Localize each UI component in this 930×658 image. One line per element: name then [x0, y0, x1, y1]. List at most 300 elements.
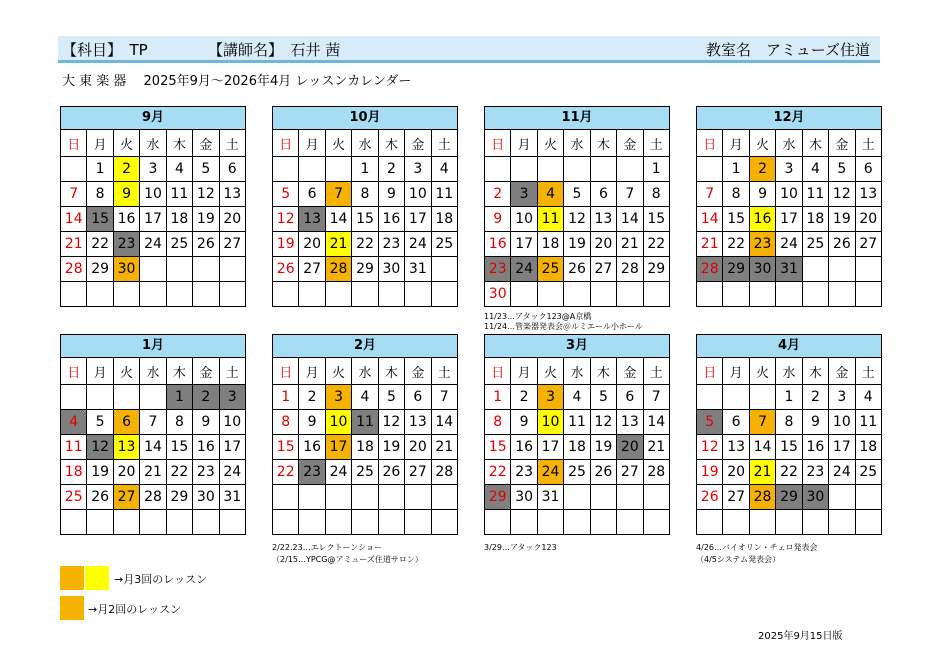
day-cell: 3 [325, 385, 351, 410]
weekday-header: 日 [485, 358, 511, 385]
day-cell: 15 [273, 435, 299, 460]
week-row [485, 435, 670, 460]
week-row [61, 410, 246, 435]
day-cell [140, 257, 166, 282]
weekday-header: 水 [564, 358, 590, 385]
day-cell [352, 282, 378, 307]
day-cell: 16 [511, 435, 537, 460]
legend-two-lessons: →月2回のレッスン [88, 603, 182, 616]
day-cell: 21 [140, 460, 166, 485]
weekday-header: 日 [273, 130, 299, 157]
day-cell: 7 [643, 385, 669, 410]
week-row [485, 460, 670, 485]
day-cell: 20 [113, 460, 139, 485]
weekday-header: 水 [564, 130, 590, 157]
note-apr-2: （4/5システム発表会） [696, 555, 781, 564]
day-cell: 3 [405, 157, 431, 182]
month-title: 10月 [272, 106, 458, 129]
day-cell: 9 [749, 182, 775, 207]
day-cell: 5 [697, 410, 723, 435]
day-cell [299, 510, 325, 535]
day-cell [537, 510, 563, 535]
note-feb-2: （2/15…YPCG@アミューズ住道サロン） [272, 555, 423, 564]
day-cell [273, 510, 299, 535]
day-cell [617, 510, 643, 535]
week-row [485, 385, 670, 410]
day-cell: 9 [113, 182, 139, 207]
day-cell [61, 282, 87, 307]
weekday-header: 金 [193, 358, 219, 385]
day-cell: 5 [590, 385, 616, 410]
day-cell: 28 [431, 460, 457, 485]
day-cell: 17 [219, 435, 245, 460]
day-cell [352, 510, 378, 535]
day-cell: 23 [299, 460, 325, 485]
day-cell: 14 [749, 435, 775, 460]
day-cell: 29 [643, 257, 669, 282]
weekday-header: 月 [511, 130, 537, 157]
month-grid [696, 129, 882, 307]
day-cell [829, 282, 855, 307]
day-cell [61, 385, 87, 410]
day-cell [697, 385, 723, 410]
day-cell: 4 [802, 157, 828, 182]
week-row [485, 282, 670, 307]
day-cell [511, 157, 537, 182]
weekday-header: 火 [537, 358, 563, 385]
week-row [485, 257, 670, 282]
day-cell: 15 [723, 207, 749, 232]
week-row [697, 435, 882, 460]
day-cell: 12 [697, 435, 723, 460]
week-row [485, 410, 670, 435]
month-calendar [272, 334, 458, 535]
day-cell: 28 [749, 485, 775, 510]
day-cell: 13 [723, 435, 749, 460]
month-title: 3月 [484, 334, 670, 357]
day-cell: 2 [113, 157, 139, 182]
day-cell: 10 [537, 410, 563, 435]
day-cell: 23 [193, 460, 219, 485]
week-row [273, 157, 458, 182]
day-cell [485, 510, 511, 535]
day-cell: 5 [378, 385, 404, 410]
week-row [61, 385, 246, 410]
day-cell: 19 [273, 232, 299, 257]
day-cell [697, 282, 723, 307]
day-cell: 11 [802, 182, 828, 207]
weekday-header: 水 [352, 130, 378, 157]
weekday-header: 土 [643, 130, 669, 157]
classroom-label: 教室名 アミューズ住道 [706, 41, 870, 59]
day-cell: 12 [193, 182, 219, 207]
day-cell [855, 485, 881, 510]
day-cell: 30 [193, 485, 219, 510]
day-cell: 15 [87, 207, 113, 232]
day-cell: 7 [431, 385, 457, 410]
weekday-header: 木 [590, 358, 616, 385]
day-cell: 30 [749, 257, 775, 282]
week-row [273, 485, 458, 510]
day-cell [193, 257, 219, 282]
week-row [485, 182, 670, 207]
day-cell: 24 [829, 460, 855, 485]
edition-date: 2025年9月15日版 [758, 631, 843, 642]
day-cell [617, 157, 643, 182]
day-cell [61, 510, 87, 535]
week-row [697, 510, 882, 535]
month-title: 1月 [60, 334, 246, 357]
day-cell: 4 [431, 157, 457, 182]
day-cell [723, 510, 749, 535]
note-apr-1: 4/26…バイオリン・チェロ発表会 [696, 543, 818, 552]
day-cell: 28 [643, 460, 669, 485]
month-grid [272, 357, 458, 535]
day-cell [855, 510, 881, 535]
day-cell: 17 [325, 435, 351, 460]
day-cell: 16 [378, 207, 404, 232]
week-row [273, 257, 458, 282]
day-cell [378, 510, 404, 535]
day-cell: 21 [697, 232, 723, 257]
month-calendar [272, 106, 458, 307]
day-cell [87, 385, 113, 410]
week-row [273, 282, 458, 307]
day-cell: 6 [405, 385, 431, 410]
day-cell: 30 [802, 485, 828, 510]
weekday-header: 金 [829, 130, 855, 157]
day-cell: 27 [113, 485, 139, 510]
day-cell: 25 [166, 232, 192, 257]
day-cell: 1 [723, 157, 749, 182]
day-cell [564, 485, 590, 510]
day-cell [537, 282, 563, 307]
week-row [273, 510, 458, 535]
day-cell: 10 [405, 182, 431, 207]
day-cell: 24 [219, 460, 245, 485]
day-cell: 7 [61, 182, 87, 207]
day-cell: 2 [299, 385, 325, 410]
weekday-header: 火 [749, 130, 775, 157]
day-cell: 1 [166, 385, 192, 410]
day-cell: 23 [113, 232, 139, 257]
day-cell: 17 [405, 207, 431, 232]
day-cell [325, 510, 351, 535]
weekday-header: 火 [325, 130, 351, 157]
day-cell: 15 [485, 435, 511, 460]
day-cell [829, 257, 855, 282]
day-cell: 29 [352, 257, 378, 282]
day-cell: 12 [829, 182, 855, 207]
day-cell [166, 510, 192, 535]
day-cell: 11 [352, 410, 378, 435]
week-row [485, 157, 670, 182]
day-cell: 4 [855, 385, 881, 410]
month-grid [60, 357, 246, 535]
day-cell: 5 [273, 182, 299, 207]
day-cell: 2 [378, 157, 404, 182]
week-row [273, 460, 458, 485]
week-row [61, 257, 246, 282]
day-cell: 4 [537, 182, 563, 207]
day-cell: 12 [87, 435, 113, 460]
month-grid [696, 357, 882, 535]
day-cell: 20 [855, 207, 881, 232]
day-cell: 6 [299, 182, 325, 207]
day-cell: 9 [299, 410, 325, 435]
day-cell: 3 [511, 182, 537, 207]
month-grid [484, 129, 670, 307]
day-cell: 26 [590, 460, 616, 485]
day-cell: 12 [378, 410, 404, 435]
day-cell: 1 [273, 385, 299, 410]
day-cell: 8 [166, 410, 192, 435]
day-cell: 19 [564, 232, 590, 257]
day-cell [776, 282, 802, 307]
header-bar [58, 36, 880, 63]
day-cell [273, 282, 299, 307]
week-row [61, 282, 246, 307]
day-cell: 9 [378, 182, 404, 207]
day-cell: 14 [697, 207, 723, 232]
weekday-header: 水 [352, 358, 378, 385]
day-cell [166, 257, 192, 282]
day-cell: 17 [140, 207, 166, 232]
month-calendar [484, 334, 670, 535]
day-cell: 31 [405, 257, 431, 282]
day-cell: 11 [431, 182, 457, 207]
day-cell: 23 [511, 460, 537, 485]
day-cell [749, 282, 775, 307]
month-title: 9月 [60, 106, 246, 129]
day-cell [299, 485, 325, 510]
weekday-header: 土 [431, 130, 457, 157]
day-cell [564, 157, 590, 182]
day-cell: 8 [643, 182, 669, 207]
day-cell [749, 510, 775, 535]
day-cell: 8 [776, 410, 802, 435]
day-cell: 3 [140, 157, 166, 182]
day-cell [378, 282, 404, 307]
day-cell [273, 157, 299, 182]
subject-label: 【科目】 TP [62, 41, 148, 59]
day-cell: 25 [537, 257, 563, 282]
day-cell [378, 485, 404, 510]
day-cell: 3 [219, 385, 245, 410]
weekday-header: 木 [802, 358, 828, 385]
month-calendar [696, 106, 882, 307]
week-row [697, 485, 882, 510]
day-cell [219, 510, 245, 535]
day-cell: 2 [511, 385, 537, 410]
day-cell: 13 [617, 410, 643, 435]
day-cell: 16 [193, 435, 219, 460]
week-row [61, 182, 246, 207]
day-cell [113, 510, 139, 535]
weekday-header: 月 [299, 358, 325, 385]
day-cell: 23 [749, 232, 775, 257]
day-cell [802, 257, 828, 282]
day-cell: 17 [537, 435, 563, 460]
day-cell: 22 [723, 232, 749, 257]
day-cell [61, 157, 87, 182]
day-cell: 22 [643, 232, 669, 257]
day-cell: 13 [299, 207, 325, 232]
day-cell: 12 [590, 410, 616, 435]
day-cell: 29 [485, 485, 511, 510]
week-row [485, 207, 670, 232]
month-grid [272, 129, 458, 307]
weekday-header: 土 [219, 130, 245, 157]
day-cell: 21 [61, 232, 87, 257]
day-cell: 31 [776, 257, 802, 282]
day-cell: 23 [485, 257, 511, 282]
day-cell: 12 [564, 207, 590, 232]
day-cell: 1 [485, 385, 511, 410]
day-cell [431, 257, 457, 282]
week-row [61, 207, 246, 232]
calendar-title: 大 東 楽 器 2025年9月～2026年4月 レッスンカレンダー [62, 74, 412, 89]
day-cell: 18 [431, 207, 457, 232]
day-cell: 10 [829, 410, 855, 435]
day-cell: 2 [485, 182, 511, 207]
weekday-header: 日 [273, 358, 299, 385]
weekday-header: 日 [61, 358, 87, 385]
day-cell: 8 [723, 182, 749, 207]
weekday-header: 土 [219, 358, 245, 385]
day-cell: 1 [87, 157, 113, 182]
legend-three-lessons: →月3回のレッスン [114, 573, 208, 586]
day-cell [87, 510, 113, 535]
day-cell [113, 282, 139, 307]
weekday-header: 火 [113, 358, 139, 385]
day-cell: 19 [87, 460, 113, 485]
weekday-header: 木 [378, 358, 404, 385]
day-cell: 21 [749, 460, 775, 485]
day-cell: 2 [802, 385, 828, 410]
day-cell: 5 [564, 182, 590, 207]
day-cell [697, 157, 723, 182]
week-row [697, 410, 882, 435]
day-cell: 14 [61, 207, 87, 232]
day-cell [697, 510, 723, 535]
day-cell: 5 [87, 410, 113, 435]
legend-orange-swatch-2 [60, 596, 84, 620]
day-cell: 19 [378, 435, 404, 460]
day-cell: 14 [140, 435, 166, 460]
day-cell: 7 [140, 410, 166, 435]
weekday-header: 水 [776, 130, 802, 157]
week-row [61, 157, 246, 182]
week-row [485, 510, 670, 535]
day-cell: 4 [166, 157, 192, 182]
day-cell [617, 485, 643, 510]
day-cell: 20 [723, 460, 749, 485]
note-nov-1: 11/23…アタック123@A京橋 [484, 312, 592, 321]
day-cell: 26 [697, 485, 723, 510]
week-row [61, 485, 246, 510]
week-row [273, 410, 458, 435]
day-cell [855, 257, 881, 282]
month-title: 11月 [484, 106, 670, 129]
month-title: 4月 [696, 334, 882, 357]
weekday-header: 水 [140, 358, 166, 385]
weekday-header: 火 [325, 358, 351, 385]
day-cell: 16 [485, 232, 511, 257]
day-cell: 7 [617, 182, 643, 207]
day-cell: 24 [140, 232, 166, 257]
legend-yellow-swatch [85, 566, 109, 590]
day-cell: 11 [564, 410, 590, 435]
day-cell [537, 157, 563, 182]
weekday-header: 日 [485, 130, 511, 157]
day-cell: 13 [113, 435, 139, 460]
day-cell: 26 [378, 460, 404, 485]
day-cell: 20 [299, 232, 325, 257]
day-cell: 26 [564, 257, 590, 282]
weekday-header: 金 [829, 358, 855, 385]
week-row [697, 460, 882, 485]
day-cell: 9 [802, 410, 828, 435]
weekday-header: 月 [299, 130, 325, 157]
day-cell: 24 [537, 460, 563, 485]
day-cell [643, 510, 669, 535]
day-cell: 8 [485, 410, 511, 435]
week-row [273, 182, 458, 207]
day-cell: 22 [87, 232, 113, 257]
day-cell: 22 [273, 460, 299, 485]
day-cell: 6 [219, 157, 245, 182]
day-cell: 10 [140, 182, 166, 207]
day-cell [431, 510, 457, 535]
weekday-header: 金 [405, 358, 431, 385]
day-cell: 12 [273, 207, 299, 232]
day-cell: 27 [590, 257, 616, 282]
day-cell [219, 257, 245, 282]
day-cell: 19 [193, 207, 219, 232]
day-cell: 21 [643, 435, 669, 460]
weekday-header: 日 [61, 130, 87, 157]
day-cell: 18 [61, 460, 87, 485]
day-cell: 18 [352, 435, 378, 460]
day-cell: 3 [829, 385, 855, 410]
day-cell [140, 282, 166, 307]
day-cell [590, 485, 616, 510]
day-cell [617, 282, 643, 307]
day-cell: 20 [590, 232, 616, 257]
weekday-header: 土 [855, 358, 881, 385]
day-cell: 31 [219, 485, 245, 510]
day-cell: 23 [802, 460, 828, 485]
day-cell: 25 [564, 460, 590, 485]
day-cell [643, 282, 669, 307]
day-cell: 5 [193, 157, 219, 182]
day-cell: 14 [617, 207, 643, 232]
weekday-header: 月 [87, 358, 113, 385]
day-cell [193, 510, 219, 535]
weekday-header: 日 [697, 130, 723, 157]
week-row [273, 232, 458, 257]
day-cell: 16 [802, 435, 828, 460]
day-cell: 19 [590, 435, 616, 460]
day-cell [113, 385, 139, 410]
day-cell: 21 [431, 435, 457, 460]
day-cell: 22 [166, 460, 192, 485]
week-row [697, 282, 882, 307]
weekday-header: 水 [776, 358, 802, 385]
day-cell: 10 [776, 182, 802, 207]
weekday-header: 月 [87, 130, 113, 157]
